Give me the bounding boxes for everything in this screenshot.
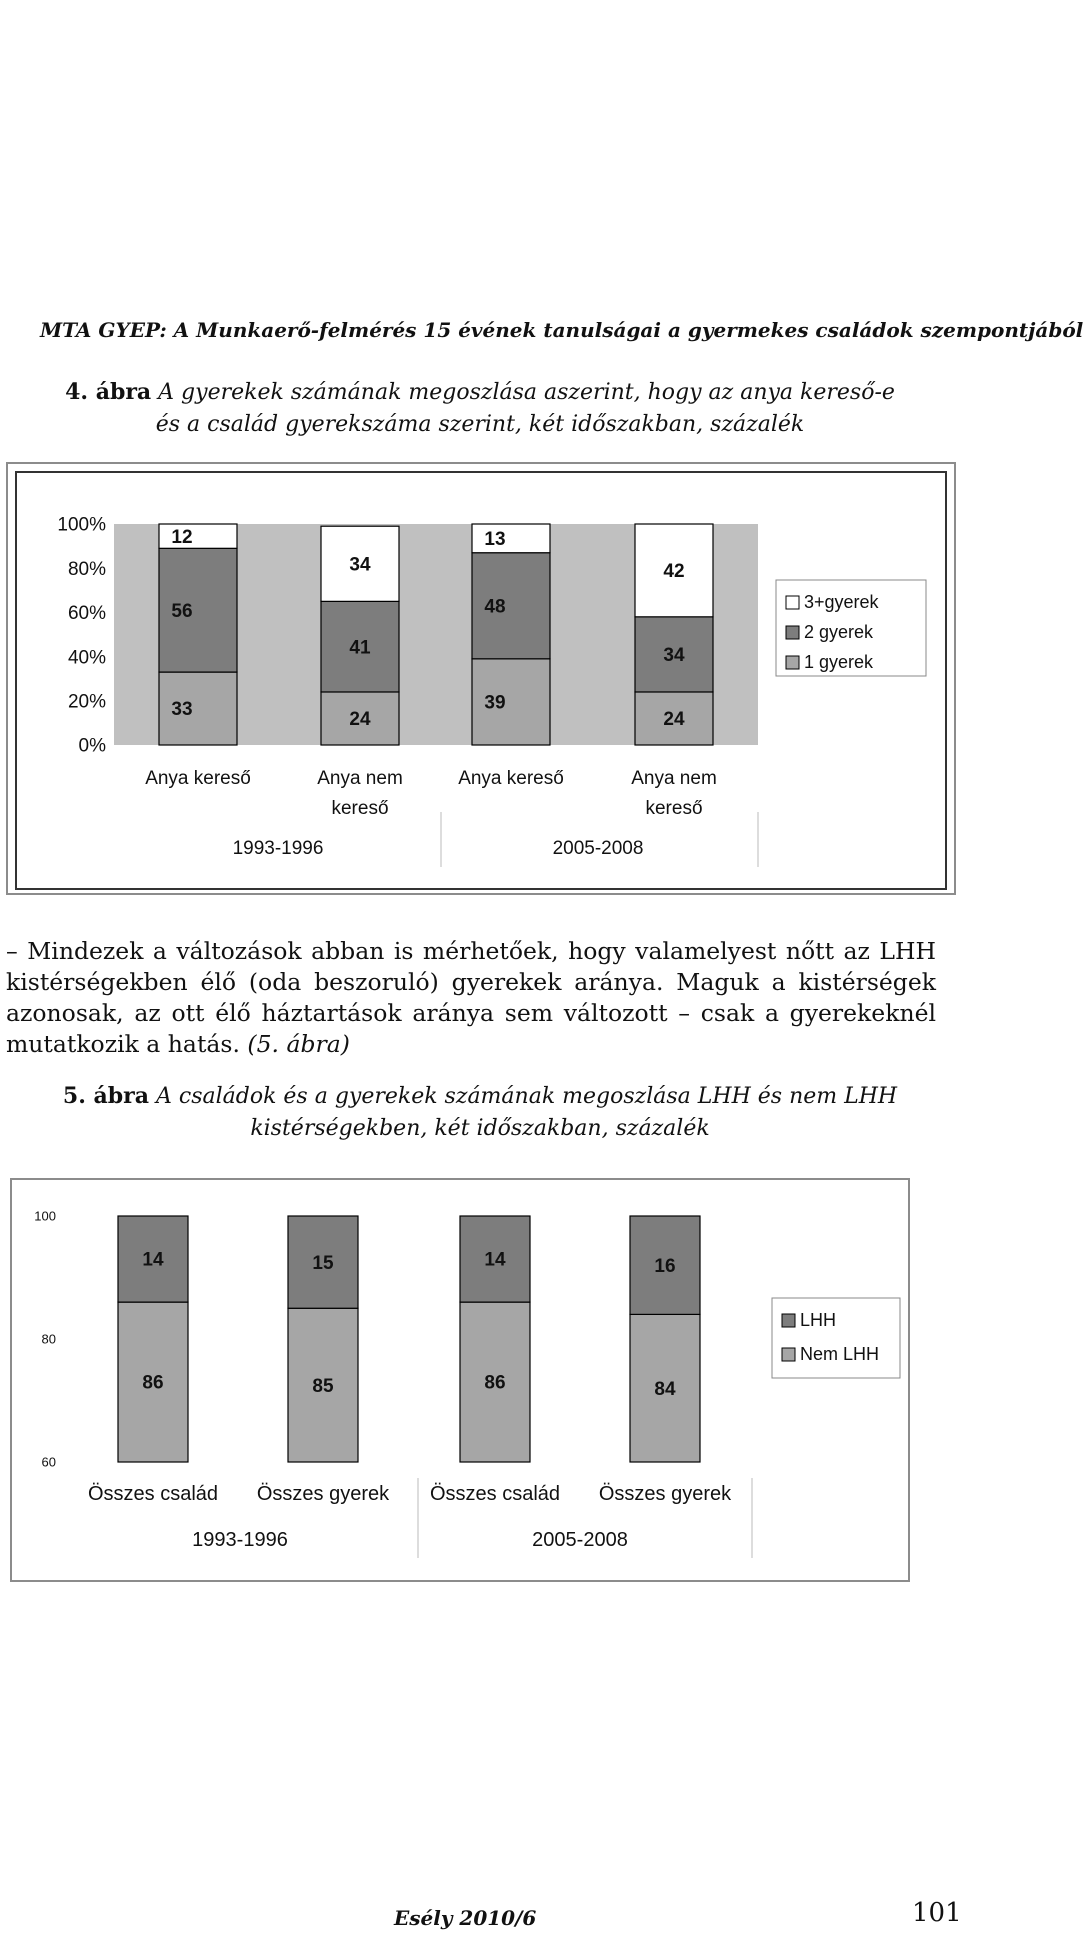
page-number: 101 bbox=[912, 1898, 962, 1928]
category-label: Anya nem bbox=[631, 768, 717, 789]
legend-label: Nem LHH bbox=[800, 1344, 880, 1364]
legend-label: 1 gyerek bbox=[804, 652, 874, 672]
figure5-caption-line2: kistérségekben, két időszakban, százalék bbox=[250, 1116, 710, 1141]
legend-swatch bbox=[786, 656, 799, 669]
data-label: 14 bbox=[142, 1249, 164, 1271]
data-label: 85 bbox=[312, 1375, 334, 1397]
legend-swatch bbox=[786, 596, 799, 609]
y-tick-label: 80% bbox=[67, 558, 106, 580]
group-label: 2005-2008 bbox=[552, 838, 644, 859]
data-label: 13 bbox=[484, 529, 506, 551]
y-tick-label: 40% bbox=[67, 647, 106, 669]
y-tick-label: 0% bbox=[78, 735, 106, 757]
data-label: 41 bbox=[349, 637, 371, 659]
paragraph-text: – Mindezek a változások abban is mérhetőek, hogy valamelyest nőtt az LHH kistérségekben élő (oda beszoruló) gyerekek aránya. Maguk a kistérségek azonosak, az ott élő háztartások aránya sem változott – csak a gyerekeknél mutatkozik a hatás. bbox=[6, 937, 936, 1058]
footer-journal: Esély 2010/6 bbox=[394, 1906, 537, 1930]
data-label: 34 bbox=[349, 554, 371, 576]
category-label: Összes család bbox=[87, 1483, 219, 1505]
legend-swatch bbox=[786, 626, 799, 639]
group-label: 1993-1996 bbox=[192, 1529, 288, 1551]
category-label: Összes gyerek bbox=[598, 1483, 732, 1505]
category-label: Összes gyerek bbox=[256, 1483, 390, 1505]
category-label: Anya nem bbox=[317, 768, 403, 789]
figure4-caption bbox=[60, 376, 900, 441]
y-tick-label: 100 bbox=[34, 1208, 56, 1224]
data-label: 24 bbox=[663, 709, 685, 731]
data-label: 14 bbox=[484, 1249, 506, 1271]
category-label: Összes család bbox=[429, 1483, 561, 1505]
figure5-reference: (5. ábra) bbox=[247, 1030, 350, 1058]
category-label: Anya kereső bbox=[458, 768, 564, 789]
data-label: 34 bbox=[663, 645, 685, 667]
figure4-label: 4. ábra bbox=[65, 379, 152, 405]
data-label: 42 bbox=[663, 561, 685, 583]
y-tick-label: 20% bbox=[67, 691, 106, 713]
y-tick-label: 60% bbox=[67, 603, 106, 625]
running-header: MTA GYEP: A Munkaerő-felmérés 15 évének tanulságai a gyermekes családok szempontjából bbox=[40, 318, 1083, 342]
figure4-caption-line2: és a család gyerekszáma szerint, két időszakban, százalék bbox=[155, 412, 805, 437]
body-paragraph bbox=[6, 936, 936, 1060]
figure5-chart bbox=[10, 1178, 910, 1583]
figure5-label: 5. ábra bbox=[62, 1083, 149, 1109]
y-tick-label: 100% bbox=[57, 514, 106, 536]
figure5-caption-line1: A családok és a gyerekek számának megoszlása LHH és nem LHH bbox=[149, 1084, 898, 1109]
category-label: kereső bbox=[645, 798, 703, 819]
data-label: 86 bbox=[142, 1372, 164, 1394]
legend-label: 3+gyerek bbox=[804, 592, 879, 612]
data-label: 24 bbox=[349, 709, 371, 731]
data-label: 15 bbox=[312, 1252, 334, 1274]
data-label: 84 bbox=[654, 1378, 676, 1400]
figure4-caption-line1: A gyerekek számának megoszlása aszerint, hogy az anya kereső-e bbox=[151, 380, 895, 405]
group-label: 1993-1996 bbox=[232, 838, 324, 859]
category-label: Anya kereső bbox=[145, 768, 251, 789]
legend-swatch bbox=[782, 1348, 795, 1361]
data-label: 33 bbox=[171, 699, 193, 721]
y-tick-label: 80 bbox=[41, 1331, 56, 1347]
data-label: 16 bbox=[654, 1255, 676, 1277]
figure5-caption bbox=[60, 1080, 900, 1145]
y-tick-label: 60 bbox=[41, 1454, 56, 1470]
data-label: 56 bbox=[171, 600, 193, 622]
data-label: 39 bbox=[484, 692, 506, 714]
data-label: 48 bbox=[484, 596, 506, 618]
data-label: 86 bbox=[484, 1372, 506, 1394]
data-label: 12 bbox=[171, 526, 193, 548]
category-label: kereső bbox=[331, 798, 389, 819]
legend-label: 2 gyerek bbox=[804, 622, 874, 642]
legend-swatch bbox=[782, 1314, 795, 1327]
group-label: 2005-2008 bbox=[532, 1529, 628, 1551]
legend-label: LHH bbox=[800, 1310, 837, 1330]
figure4-chart bbox=[6, 462, 956, 897]
